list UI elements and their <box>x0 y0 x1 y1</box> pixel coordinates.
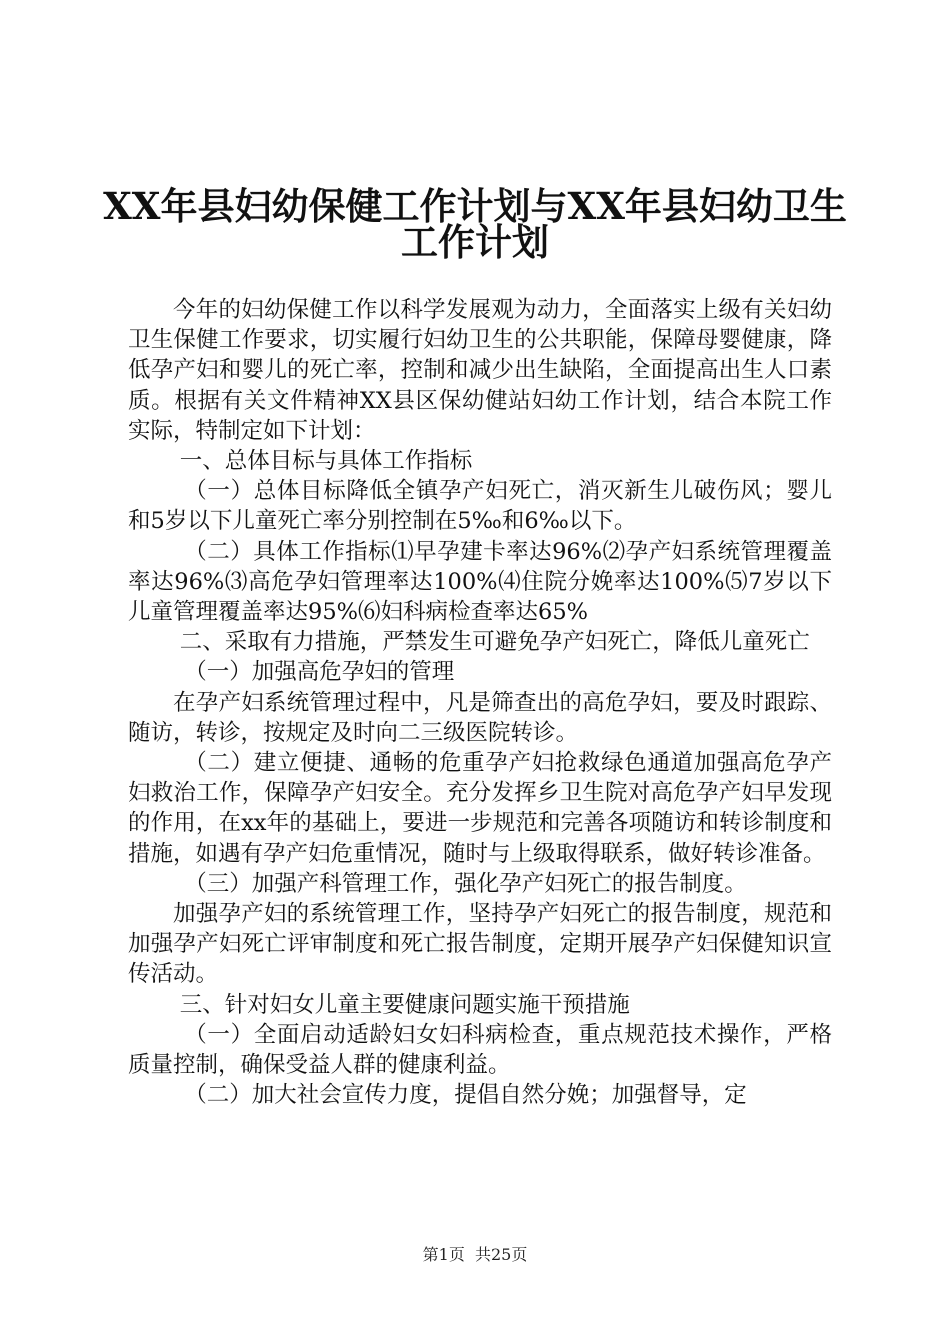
section-heading-1: 一、总体目标与具体工作指标 <box>179 448 473 475</box>
subsection-gynecological-exam: （一）全面启动适龄妇女妇科病检查，重点规范技术操作，严格质量控制，确保受益人群的健康利益。 <box>128 1021 832 1079</box>
document-title-line-1: XX年县妇幼保健工作计划与XX年县妇幼卫生 <box>103 184 847 228</box>
section-heading-3: 三、针对妇女儿童主要健康问题实施干预措施 <box>179 991 630 1018</box>
page-footer <box>0 1245 950 1265</box>
page-number-label: 第1页 共25页 <box>422 1245 528 1264</box>
subsection-publicity: （二）加大社会宣传力度，提倡自然分娩；加强督导，定 <box>184 1082 747 1109</box>
section-heading-2: 二、采取有力措施，严禁发生可避免孕产妇死亡，降低儿童死亡 <box>179 629 810 656</box>
paragraph-high-risk-followup: 在孕产妇系统管理过程中，凡是筛查出的高危孕妇，要及时跟踪、随访，转诊，按规定及时向二三级医院转诊。 <box>128 689 832 746</box>
document-title-line-2: 工作计划 <box>401 220 549 264</box>
paragraph-death-reporting: 加强孕产妇的系统管理工作，坚持孕产妇死亡的报告制度，规范和加强孕产妇死亡评审制度和死亡报告制度，定期开展孕产妇保健知识宣传活动。 <box>128 901 832 988</box>
document-body <box>128 295 832 1110</box>
subsection-specific-indicators: （二）具体工作指标⑴早孕建卡率达96%⑵孕产妇系统管理覆盖率达96%⑶高危孕妇管理率达100%⑷住院分娩率达100%⑸7岁以下儿童管理覆盖率达95%⑹妇科病检查率达65% <box>128 538 832 626</box>
subsection-emergency-channel: （二）建立便捷、通畅的危重孕产妇抢救绿色通道加强高危孕产妇救治工作，保障孕产妇安全。充分发挥乡卫生院对高危孕产妇早发现的作用，在xx年的基础上，要进一步规范和完善各项随访和转诊制度和措施，如遇有孕产妇危重情况，随时与上级取得联系，做好转诊准备。 <box>128 750 832 867</box>
intro-paragraph: 今年的妇幼保健工作以科学发展观为动力，全面落实上级有关妇幼卫生保健工作要求，切实履行妇幼卫生的公共职能，保障母婴健康，降低孕产妇和婴儿的死亡率，控制和减少出生缺陷，全面提高出生人口素质。根据有关文件精神XX县区保幼健站妇幼工作计划，结合本院工作实际，特制定如下计划： <box>128 297 832 444</box>
subsection-high-risk-management: （一）加强高危孕妇的管理 <box>184 659 455 686</box>
subsection-overall-goal: （一）总体目标降低全镇孕产妇死亡，消灭新生儿破伤风；婴儿和5岁以下儿童死亡率分别控制在5‰和6‰以下。 <box>128 478 832 535</box>
subsection-obstetric-management: （三）加强产科管理工作，强化孕产妇死亡的报告制度。 <box>184 870 747 897</box>
